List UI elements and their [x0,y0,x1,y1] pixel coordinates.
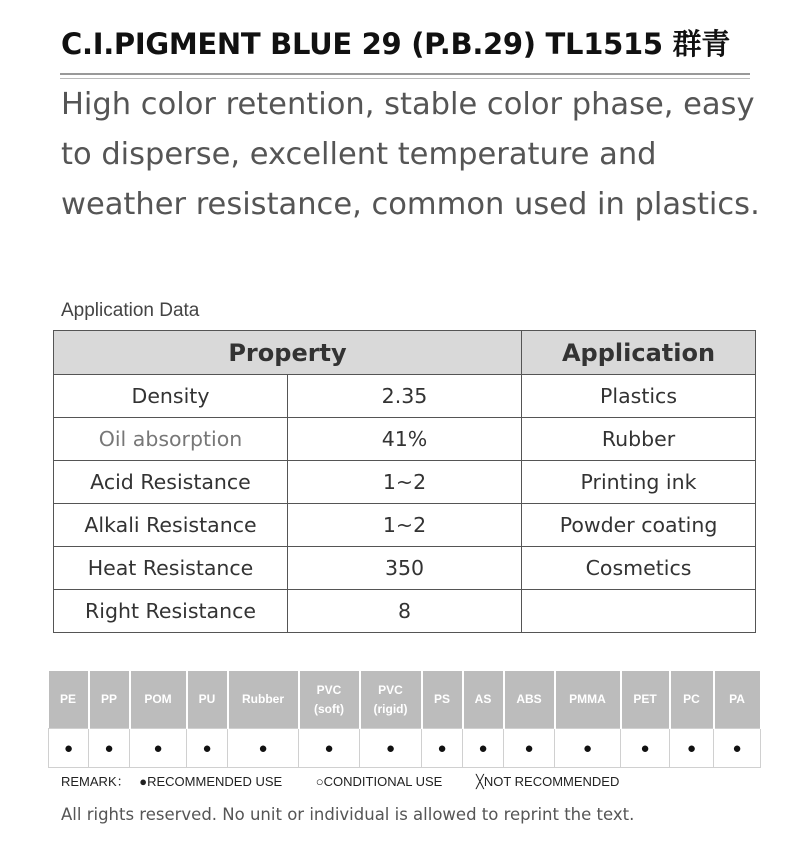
property-header: Property [54,331,522,375]
property-name: Heat Resistance [54,547,288,590]
table-row [54,461,756,504]
application-name [522,590,756,633]
page-title: C.I.PIGMENT BLUE 29 (P.B.29) TL1515 群青 [61,27,730,61]
property-table [53,330,756,633]
not-recommended-icon: ╳ [475,774,484,789]
usage-header-pom: POM [130,671,187,729]
property-name: Density [54,375,288,418]
usage-header-pe: PE [49,671,89,729]
property-value: 1~2 [288,504,522,547]
not-recommended-legend: NOT RECOMMENDED [483,774,620,789]
usage-header-rubber: Rubber [228,671,299,729]
usage-header-pu: PU [187,671,228,729]
application-name: Printing ink [522,461,756,504]
usage-mark: ● [463,729,504,768]
usage-mark: ● [187,729,228,768]
table-row [54,418,756,461]
recommended-legend: ●RECOMMENDED USE [139,774,283,789]
usage-mark: ● [714,729,761,768]
property-name: Oil absorption [54,418,288,461]
property-name: Right Resistance [54,590,288,633]
property-name: Acid Resistance [54,461,288,504]
title-divider-thin [60,78,750,79]
property-value: 41% [288,418,522,461]
usage-header-pet: PET [621,671,670,729]
application-name: Rubber [522,418,756,461]
property-value: 350 [288,547,522,590]
usage-header-pvc-rigid: PVC (rigid) [360,671,422,729]
usage-mark: ● [621,729,670,768]
remark-legend [61,771,625,790]
application-header: Application [522,331,756,375]
usage-mark: ● [228,729,299,768]
usage-header-pmma: PMMA [555,671,621,729]
plastics-usage-table [48,671,762,768]
usage-header-ps: PS [422,671,463,729]
remark-label: REMARK： [61,774,130,789]
usage-header-pp: PP [89,671,130,729]
table-row [54,375,756,418]
usage-header-pc: PC [670,671,714,729]
usage-mark: ● [670,729,714,768]
usage-mark: ● [299,729,360,768]
property-value: 8 [288,590,522,633]
product-description: High color retention, stable color phase, easy to disperse, excellent temperature and weather resistance, common used in plastics. [61,87,760,222]
copyright-notice: All rights reserved. No unit or individual is allowed to reprint the text. [61,805,635,824]
table-row [54,590,756,633]
application-name: Powder coating [522,504,756,547]
table-row [54,547,756,590]
application-data-caption: Application Data [61,300,200,321]
table-row [54,504,756,547]
usage-header-pvc-soft: PVC (soft) [299,671,360,729]
usage-mark: ● [89,729,130,768]
conditional-legend: ○CONDITIONAL USE [315,774,443,789]
usage-row [49,729,761,768]
usage-header-as: AS [463,671,504,729]
property-value: 1~2 [288,461,522,504]
title-divider [60,73,750,75]
usage-mark: ● [422,729,463,768]
usage-header-abs: ABS [504,671,555,729]
usage-mark: ● [49,729,89,768]
usage-mark: ● [360,729,422,768]
application-name: Plastics [522,375,756,418]
property-name: Alkali Resistance [54,504,288,547]
usage-mark: ● [130,729,187,768]
application-name: Cosmetics [522,547,756,590]
property-value: 2.35 [288,375,522,418]
usage-mark: ● [555,729,621,768]
usage-header-pa: PA [714,671,761,729]
usage-mark: ● [504,729,555,768]
